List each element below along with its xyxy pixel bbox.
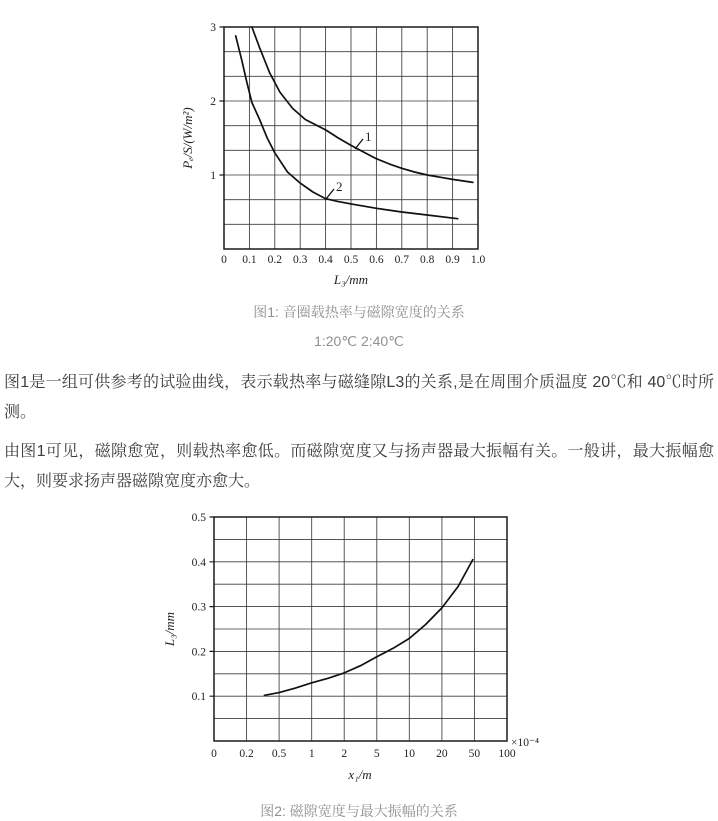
figure1-x-tick-label: 0.9: [445, 254, 460, 266]
figure1-curve-1: [252, 27, 473, 182]
figure2-caption: 图2: 磁隙宽度与最大振幅的关系: [260, 803, 458, 819]
figure2-y-tick-label: 0.4: [191, 556, 206, 569]
figure1-chart: [179, 15, 539, 293]
figure1-x-tick-label: 0.6: [369, 254, 384, 266]
figure1-x-tick-label: 0.4: [318, 254, 333, 266]
figure1-x-tick-label: 0: [221, 254, 227, 266]
figure2-chart: [159, 507, 559, 792]
figure2-x-tick-label: 5: [373, 748, 380, 760]
figure1-curve2-leader: [326, 189, 334, 199]
figure2-x-axis-title: x₁/m: [348, 767, 372, 782]
figure2-x-tick-label: 2: [341, 748, 348, 760]
body-paragraph-2: 由图1可见，磁隙愈宽，则载热率愈低。而磁隙宽度又与扬声器最大振幅有关。一般讲，最大振幅愈大，则要求扬声器磁隙宽度亦愈大。: [4, 443, 714, 490]
figure1-x-tick-label: 0.2: [267, 254, 282, 266]
figure2-x-tick-label: 20: [436, 748, 448, 760]
figure2-x-tick-label: 0.5: [271, 748, 287, 760]
figure1-y-tick-label: 1: [210, 170, 216, 182]
figure1-curve-2: [236, 36, 458, 219]
figure1-y-tick-label: 2: [210, 96, 216, 108]
figure2-y-axis-title: L₃/mm: [162, 611, 177, 647]
figure1-y-tick-label: 3: [210, 22, 216, 34]
figure1-x-tick-label: 1.0: [470, 254, 486, 266]
figure2-y-tick-label: 0.3: [191, 601, 206, 614]
figure2-y-tick-label: 0.1: [191, 691, 206, 704]
figure2-x-tick-label: 1: [308, 748, 315, 760]
figure1-x-axis-title: L₃/mm: [333, 272, 369, 287]
figure1-legend-note: 1:20℃ 2:40℃: [314, 333, 404, 349]
figure2: [0, 497, 718, 792]
figure1-curve1-label: 1: [365, 129, 372, 144]
figure1-x-tick-label: 0.1: [242, 254, 257, 266]
figure1-caption: 图1: 音圈载热率与磁隙宽度的关系: [253, 304, 465, 320]
figure2-x-tick-label: 10: [403, 748, 416, 760]
figure1-curve2-label: 2: [336, 179, 343, 194]
figure1: [0, 0, 718, 293]
figure1-x-tick-label: 0.7: [394, 254, 409, 266]
figure1-y-axis-title: Pₑ/S/(W/m²): [180, 107, 195, 169]
figure2-x-tick-label: 50: [468, 748, 481, 760]
figure2-x-tick-label: 0.2: [239, 748, 254, 760]
figure2-y-tick-label: 0.5: [191, 512, 206, 524]
figure2-y-tick-label: 0.2: [191, 646, 206, 659]
figure2-gridlines: [214, 517, 507, 741]
figure1-x-tick-label: 0.5: [343, 254, 359, 266]
figure2-x-tick-label: 0: [211, 748, 217, 760]
figure2-x-tick-label: 100: [498, 748, 516, 760]
figure2-x-scale-note: ×10⁻⁴: [511, 737, 540, 749]
figure1-x-tick-label: 0.8: [420, 254, 435, 266]
body-paragraph-1: 图1是一组可供参考的试验曲线，表示载热率与磁缝隙L3的关系,是在周围介质温度 20℃和 40℃时所测。: [4, 374, 714, 421]
figure1-curve1-leader: [355, 139, 363, 149]
figure1-x-tick-label: 0.3: [293, 254, 308, 266]
